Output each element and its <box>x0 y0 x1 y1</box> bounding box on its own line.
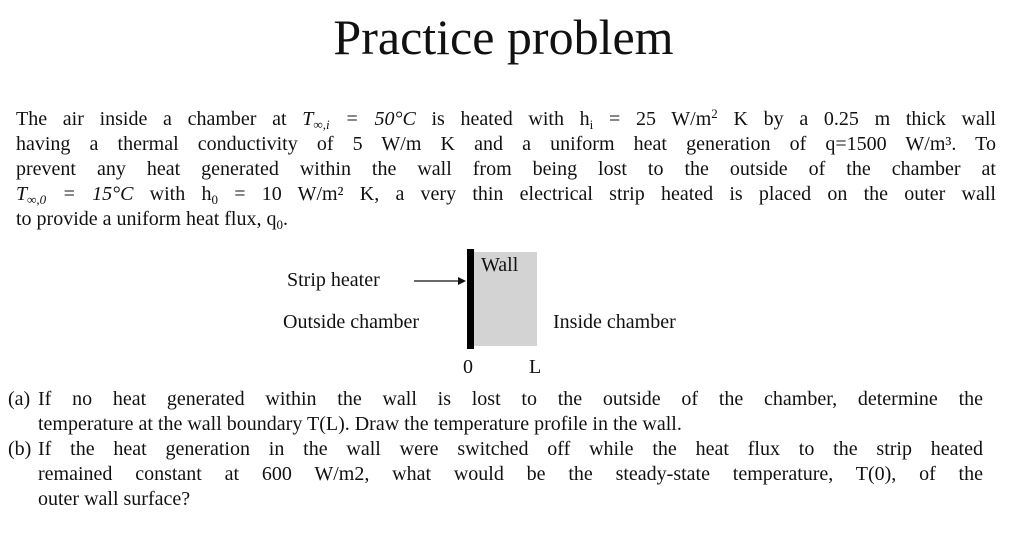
x-length-label: L <box>529 356 542 378</box>
question-line: temperature at the wall boundary T(L). Draw the temperature profile in the wall. <box>38 413 682 435</box>
question-label: (b) <box>8 438 32 460</box>
text-run: T <box>302 108 314 130</box>
problem-statement <box>16 107 996 232</box>
question-line: If no heat generated within the wall is lost to the outside of the chamber, determine the <box>38 388 983 410</box>
subscript: ∞,i <box>313 117 330 132</box>
math-symbol <box>16 183 133 205</box>
arrow-right-icon <box>414 274 466 288</box>
subscript: i <box>589 117 594 132</box>
math-symbol <box>302 108 416 130</box>
subscript: ∞,0 <box>27 192 47 207</box>
strip-heater-edge <box>467 249 474 349</box>
question-item <box>8 387 983 437</box>
text-run: = 10 W/m² K, a very thin electrical strip heated is placed on the outer wall <box>217 183 996 205</box>
statement-line: prevent any heat generated within the wall from being lost to the outside of the chamber at <box>16 158 996 180</box>
text-run: = 50°C <box>329 108 416 130</box>
question-line: remained constant at 600 W/m2, what would be the steady-state temperature, T(0), of the <box>38 463 983 485</box>
text-run: The air inside a chamber at <box>16 108 303 130</box>
text-run: = 15°C <box>46 183 134 205</box>
wall-label: Wall <box>481 254 519 276</box>
outside-chamber-label: Outside chamber <box>283 311 420 333</box>
text-run: K by a 0.25 m thick wall <box>717 108 996 130</box>
question-item <box>8 437 983 512</box>
statement-line <box>16 182 996 207</box>
statement-line <box>16 207 996 232</box>
text-run: . <box>283 208 288 230</box>
text-run: to provide a uniform heat flux, q <box>16 208 277 230</box>
subscript: 0 <box>211 192 218 207</box>
page-title: Practice problem <box>333 9 674 65</box>
inside-chamber-label: Inside chamber <box>553 311 676 333</box>
x-origin-label: 0 <box>463 356 473 378</box>
question-line: If the heat generation in the wall were switched off while the heat flux to the strip heated <box>38 438 983 460</box>
text-run: = 25 W/m <box>593 108 712 130</box>
superscript: 2 <box>711 106 718 121</box>
question-label: (a) <box>8 388 31 410</box>
question-line: outer wall surface? <box>38 488 191 510</box>
text-run: with h <box>133 183 212 205</box>
strip-heater-label: Strip heater <box>287 269 380 291</box>
subscript: 0 <box>276 217 283 232</box>
text-run: T <box>16 183 28 205</box>
statement-line: having a thermal conductivity of 5 W/m K and a uniform heat generation of q=1500 W/m³. To <box>16 133 996 155</box>
question-list <box>8 387 983 512</box>
text-run: is heated with h <box>415 108 590 130</box>
statement-line <box>16 107 996 132</box>
